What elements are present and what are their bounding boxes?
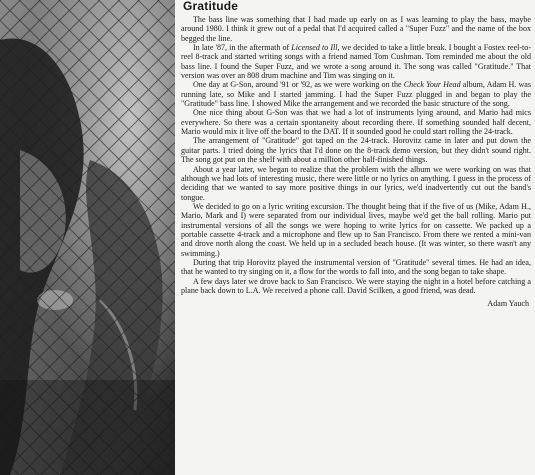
- article-paragraph: About a year later, we began to realize that the problem with the album we were working on was that although we had lots of interesting music, there were little or no lyrics on anything. I guess in the process of deciding that we wanted to say more positive things in our lyrics, we'd inadvertently cut out the band's tongue.: [181, 164, 531, 202]
- article-paragraph: The bass line was something that I had made up early on as I was learning to play the bass, maybe around 1980. I think it grew out of a pedal that I'd acquired called a "Super Fuzz" and the name of the box begged the line.: [181, 15, 531, 43]
- article-paragraph: A few days later we drove back to San Francisco. We were staying the night in a hotel before catching a plane back down to L.A. We received a phone call. David Scilken, a good friend, was dead.: [181, 276, 531, 295]
- author-signature: Adam Yauch: [487, 299, 529, 309]
- article-paragraph: We decided to go on a lyric writing excursion. The thought being that if the five of us (Mike, Adam H., Mario, Mark and I) were separated from our individual lives, maybe we'd get the ball rolling. Mario put instrumental versions of all the songs we were hoping to write lyrics for on cassette. We packed up a portable cassette 4-track and a microphone and flew up to San Francisco. From there we rented a mini-van and drove north along the coast. We held up in a secluded beach house. (It was winter, so there wasn't any swimming.): [181, 201, 531, 258]
- article-paragraph: One nice thing about G-Son was that we had a lot of instruments lying around, and Mario had mics everywhere. So there was a certain spontaneity about recording there. If something sounded half decent, Mario would mix it live off the board to the DAT. If it sounded good he could start rolling the 24-track.: [181, 108, 531, 137]
- article-paragraph: In late '87, in the aftermath of Licensed to Ill, we decided to take a little break. I bought a Fostex reel-to-reel 8-track and started writing songs with a friend named Tom Cushman. Tom reminded me about the old bass line. I found the Super Fuzz, and we wrote a song around it. The song was called "Gratitude." That version was over an 808 drum machine and Tim was singing on it.: [181, 43, 531, 81]
- band-photo: [0, 0, 175, 475]
- article-column: [181, 0, 531, 475]
- article-paragraph: During that trip Horovitz played the instrumental version of "Gratitude" several times. He had an idea, that he wanted to try singing on it, a flow for the words to fall into, and the song began to take shape.: [181, 257, 531, 277]
- album-title: Licensed to Ill: [291, 43, 338, 53]
- article-paragraph: The arrangement of "Gratitude" got taped on the 24-track. Horovitz came in later and put down the guitar parts. I tried doing the lyrics that I'd done on the 8-track demo version, but they didn't sound right. The song got put on the shelf with about a million other half-finished things.: [181, 136, 531, 165]
- article-title: Gratitude: [183, 0, 239, 13]
- album-title: Check Your Head: [403, 80, 461, 90]
- article-body: [181, 15, 531, 295]
- article-paragraph: One day at G-Son, around '91 or '92, as we were working on the Check Your Head album, Adam H. was running late, so Mike and I started jamming. I had the Super Fuzz plugged in and began to play the "Gratitude" bass line. I showed Mike the arrangement and we recorded the basic structure of the song.: [181, 80, 531, 109]
